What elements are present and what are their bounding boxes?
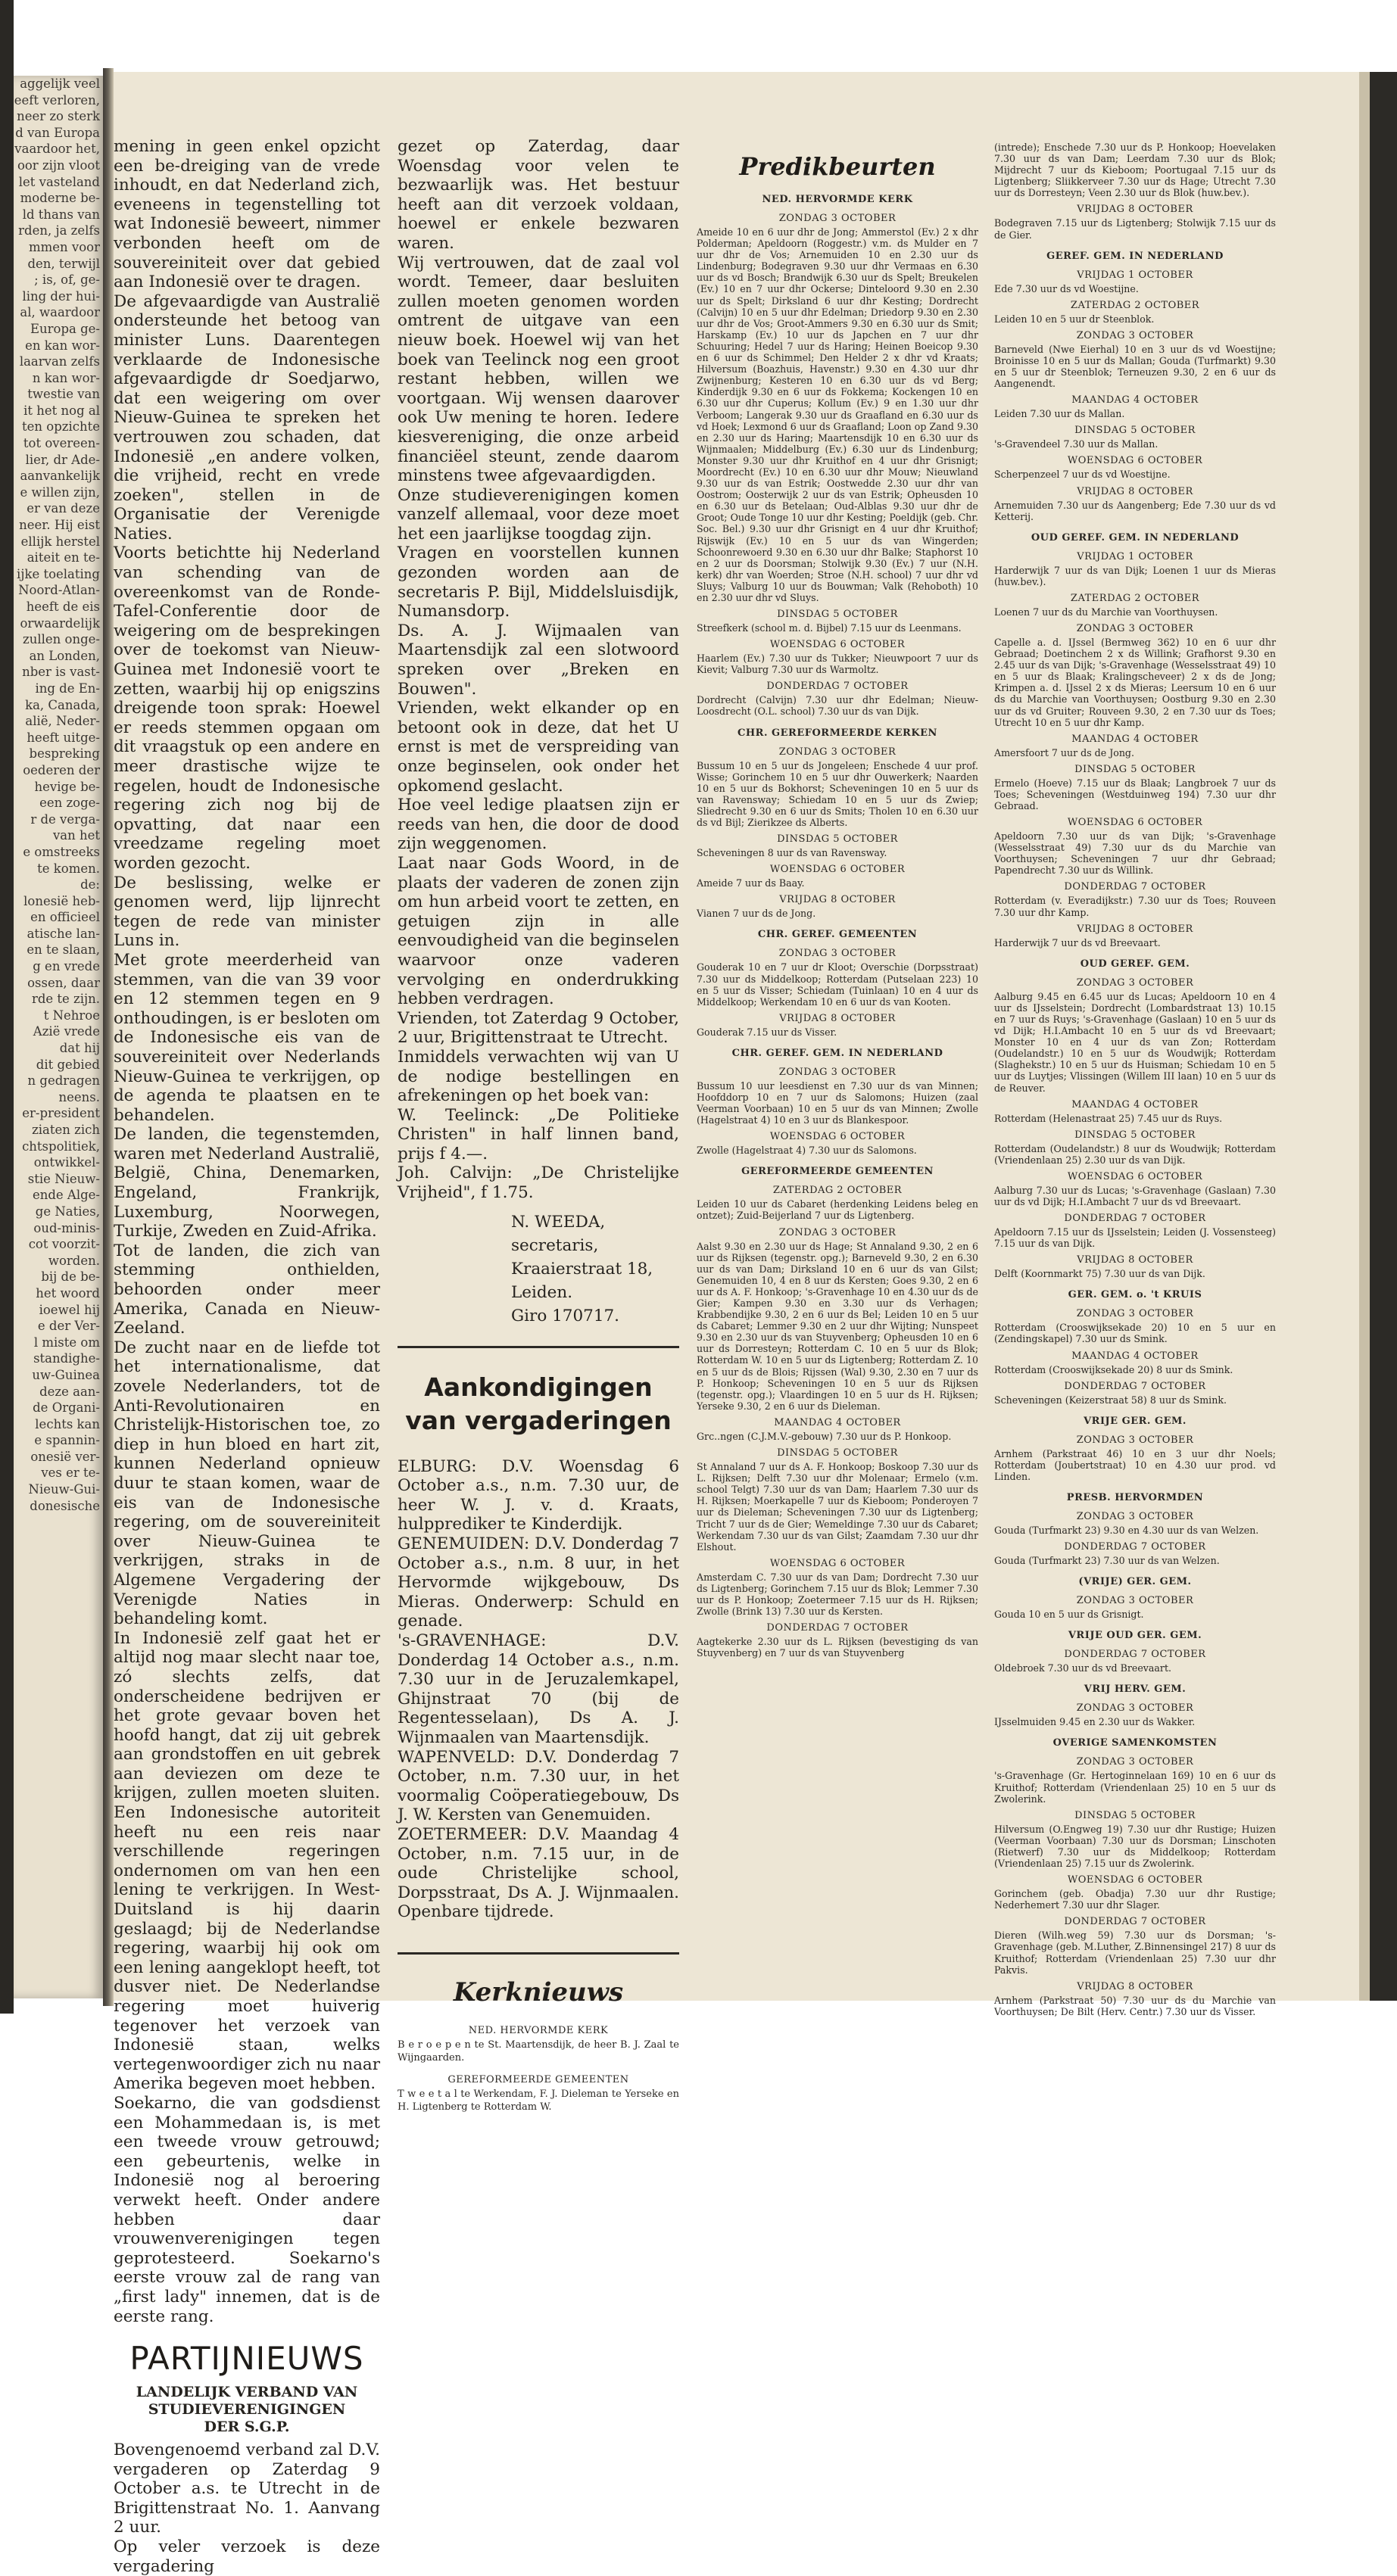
book-binding [103, 68, 114, 2006]
schedule-entry: Amersfoort 7 uur ds de Jong. [994, 746, 1134, 758]
prev-page-line: rde te zijn. [31, 992, 100, 1007]
date-heading: ZONDAG 3 OCTOBER [1076, 977, 1194, 989]
schedule-entry: (intrede); Enschede 7.30 uur ds P. Honkoop; Hoevelaken 7.30 uur ds van Dam; Leerdam 7.30 uur ds Blok; Mijdrecht 7 uur ds Kieboom; Poortugaal 7.15 uur ds Ligtenberg; Sliikkerveer 7.30 uur ds Hage; Utrecht 7.30 uur ds Dorresteyn; Veen 2.30 uur ds Blok (huw.bev.). [994, 142, 1276, 199]
schedule-entry: Apeldoorn 7.15 uur ds IJsselstein; Leiden (J. Vossensteeg) 7.15 uur ds van Dijk. [994, 1226, 1276, 1250]
announcements-list [398, 1457, 679, 1922]
church-heading: OUD GEREF. GEM. [1080, 958, 1190, 970]
schedule-entry: Leiden 10 en 5 uur dr Steenblok. [994, 313, 1155, 325]
date-heading: ZONDAG 3 OCTOBER [1076, 1511, 1194, 1522]
schedule-entry: Rotterdam (Crooswijksekade 20) 10 en 5 uur en (Zendingskapel) 7.30 uur ds Smink. [994, 1322, 1276, 1345]
kerknieuws-sub-2: GEREFORMEERDE GEMEENTEN [447, 2073, 629, 2085]
schedule-entry: Oldebroek 7.30 uur ds vd Breevaart. [994, 1662, 1172, 1674]
prev-page-line: eeft verloren, [14, 92, 100, 107]
schedule-entry: Arnhem (Parkstraat 50) 7.30 uur ds du Marchie van Voorthuysen; De Bilt (Herv. Centr.) 7.30 uur ds Visser. [994, 1994, 1276, 2017]
prev-page-line: ossen, daar [27, 975, 100, 990]
prev-page-line: worden. [48, 1253, 100, 1268]
prev-page-line: donesische [30, 1498, 100, 1513]
date-heading: ZONDAG 3 OCTOBER [778, 746, 897, 758]
schedule-entry: Loenen 7 uur ds du Marchie van Voorthuysen. [994, 606, 1218, 618]
prev-page-line: hevige be- [34, 779, 100, 794]
prev-page-line: orwaardelijk [20, 615, 100, 631]
church-heading: VRIJ HERV. GEM. [1084, 1684, 1187, 1696]
prev-page-line: al, waardoor [20, 305, 100, 320]
prev-page-line: heeft uitge- [27, 730, 100, 745]
schedule-entry: St Annaland 7 uur ds A. F. Honkoop; Boskoop 7.30 uur ds L. Rijksen; Delft 7.30 uur dhr Molenaar; Ermelo (v.m. school Telgt) 7.30 uur ds van Dam; Haarlem 7.30 uur ds H. Rijksen; Moerkapelle 7 uur ds Kieboom; Ponderoyen 7 uur ds Dieleman; Scheveningen 7.30 uur ds Ligtenberg; Tricht 7 uur ds de Gier; Wemeldinge 7.30 uur ds Cabaret; Werkendam 7.30 uur ds van Gilst; Zaamdam 7.30 uur dhr Elshout. [697, 1461, 978, 1553]
date-heading: DINSDAG 5 OCTOBER [777, 609, 898, 621]
prev-page-line: heeft de eis [26, 600, 100, 614]
date-heading: VRIJDAG 8 OCTOBER [1077, 1980, 1193, 1992]
schedule-entry: Haarlem (Ev.) 7.30 uur ds Tukker; Nieuwpoort 7 uur ds Kievit; Valburg 7.30 uur ds Warmoltz. [697, 653, 978, 676]
date-heading: DONDERDAG 7 OCTOBER [766, 1622, 909, 1634]
schedule-entry: Streefkerk (school m. d. Bijbel) 7.15 uur ds Leenmans. [697, 622, 962, 634]
date-heading: DONDERDAG 7 OCTOBER [1064, 1380, 1206, 1392]
schedule-entry: Scheveningen (Keizerstraat 58) 8 uur ds Smink. [994, 1394, 1227, 1406]
date-heading: MAANDAG 4 OCTOBER [774, 1416, 901, 1428]
prev-page-line: n kan wor- [32, 370, 100, 385]
prev-page-line: lonesië heb- [23, 893, 100, 908]
prev-page-line: lechts kan [35, 1416, 100, 1431]
partijnieuws-heading: PARTIJNIEUWS [129, 2340, 364, 2378]
article-paragraph: Vrienden, tot Zaterdag 9 October, 2 uur, Brigittenstraat te Utrecht. [398, 1008, 679, 1048]
schedule-entry: Rotterdam (Helenastraat 25) 7.45 uur ds Ruys. [994, 1112, 1223, 1124]
prev-page-line: neer. Hij eist [19, 518, 100, 533]
prev-page-line: te komen. [37, 861, 100, 876]
date-heading: ZONDAG 3 OCTOBER [1076, 622, 1194, 634]
date-heading: VRIJDAG 8 OCTOBER [1077, 485, 1193, 497]
prev-page-line: oor zijn vloot [17, 157, 100, 173]
date-heading: ZONDAG 3 OCTOBER [1076, 329, 1194, 341]
prev-page-line: alië, Neder- [25, 714, 100, 729]
secretary-signature [398, 1210, 679, 1328]
schedule-entry: Zwolle (Hagelstraat 4) 7.30 uur ds Salomons. [697, 1145, 917, 1157]
prev-page-line: r de verga- [30, 811, 100, 827]
prev-page-line: stie Nieuw- [27, 1171, 100, 1186]
prev-page-line: aanvankelijk [20, 469, 100, 484]
date-heading: DONDERDAG 7 OCTOBER [766, 681, 909, 693]
schedule-entry: Vianen 7 uur ds de Jong. [697, 908, 816, 920]
prev-page-line: laarvan zelfs [19, 354, 100, 369]
church-heading: NED. HERVORMDE KERK [762, 194, 913, 205]
date-heading: DINSDAG 5 OCTOBER [777, 1447, 898, 1459]
schedule-entry: Barneveld (Nwe Eierhal) 10 en 3 uur ds vd Woestijne; Broinisse 10 en 5 uur ds Mallan; Gouda (Turfmarkt) 9.30 en 5 uur dr Steenblok; Terneuzen 9.30, 2 en 6 uur ds Aangenendt. [994, 343, 1276, 390]
prev-page-line: neens. [58, 1089, 100, 1104]
prev-page-line: ld thans van [22, 207, 100, 222]
schedule-entry: Bussum 10 en 5 uur ds Jongeleen; Enschede 4 uur prof. Wisse; Gorinchem 10 en 5 uur dhr Ouwerkerk; Naarden 10 en 5 uur ds Bokhorst; Scheveningen 10 en 5 uur ds van Ravensway; Schiedam 10 en 5 uur ds Zwiep; Sliedrecht 9.30 en 6 uur ds Smits; Tholen 10 en 6.30 uur ds vd Bijl; Zierikzee ds Alberts. [697, 759, 978, 829]
date-heading: WOENSDAG 6 OCTOBER [1067, 817, 1203, 829]
date-heading: DONDERDAG 7 OCTOBER [1064, 1541, 1206, 1553]
kerknieuws-text-2: T w e e t a l te Werkendam, F. J. Dieleman te Yerseke en H. Ligtenberg te Rotterdam W. [398, 2088, 679, 2113]
prev-page-line: neer zo sterk [17, 109, 100, 124]
signature-line: Leiden. [511, 1282, 573, 1302]
prev-page-line: zullen onge- [23, 632, 100, 647]
signature-line: N. WEEDA, secretaris, [511, 1212, 606, 1255]
date-heading: DONDERDAG 7 OCTOBER [1064, 1649, 1206, 1661]
section-divider [398, 1952, 679, 1955]
date-heading: DONDERDAG 7 OCTOBER [1064, 1916, 1206, 1928]
prev-page-line: ka, Canada, [25, 697, 100, 712]
article-paragraph: De landen, die tegenstemden, waren met Nederland Australië, België, China, Denemarken, Engeland, Frankrijk, Luxemburg, Noorwegen, Turkije, Zweden en Zuid-Afrika. [114, 1125, 380, 1241]
church-heading: OUD GEREF. GEM. IN NEDERLAND [1031, 531, 1240, 544]
column-4 [994, 142, 1276, 2017]
article-paragraph: Tot de landen, die zich van stemming onthielden, behoorden onder meer Amerika, Canada en Nieuw-Zeeland. [114, 1241, 380, 1338]
date-heading: DINSDAG 5 OCTOBER [777, 833, 898, 846]
prev-page-line: ellijk herstel [20, 534, 100, 549]
prev-page-line: nber is vast- [22, 665, 100, 680]
prev-page-line: e omstreeks [23, 844, 100, 859]
prev-page-line: en kan wor- [25, 338, 100, 353]
date-heading: VRIJDAG 8 OCTOBER [1077, 1254, 1193, 1266]
schedule-entry: Leiden 10 uur ds Cabaret (herdenking Leidens beleg en ontzet); Zuid-Beijerland 7 uur ds Ligtenberg. [697, 1198, 978, 1222]
article-paragraph: Soekarno, die van godsdienst een Mohammedaan is, is met een tweede vrouw getrouwd; een gebeurtenis, welke in Indonesië nog al beroering verwekt heeft. Onder andere hebben daar vrouwenverenigingen tegen geprotesteerd. Soekarno's eerste vrouw zal de rang van „first lady" innemen, dat is de eerste rang. [114, 2093, 380, 2326]
prev-page-line: twestie van [27, 387, 100, 402]
schedule-entry: Dordrecht (Calvijn) 7.30 uur dhr Edelman; Nieuw-Loosdrecht (O.L. school) 7.30 uur ds van Dijk. [697, 694, 978, 718]
newspaper-page [114, 72, 1359, 2576]
prev-page-line: chtspolitiek, [22, 1138, 100, 1154]
prev-page-line: e spannin- [34, 1433, 100, 1448]
schedule-entry: Bussum 10 uur leesdienst en 7.30 uur ds van Minnen; Hoofddorp 10 en 7 uur ds Salomons; Huizen (zaal Veerman Voorbaan) 10 en 5 uur ds van Minnen; Zwolle (Hagelstraat 4) 10 en 3 uur ds Blankespoor. [697, 1079, 978, 1126]
date-heading: DONDERDAG 7 OCTOBER [1064, 1213, 1206, 1225]
prev-page-line: ling der hui- [22, 288, 100, 304]
schedule-entry: Aagtekerke 2.30 uur ds L. Rijksen (bevestiging ds van Stuyvenberg) en 7 uur ds van Stuyvenberg [697, 1636, 978, 1659]
prev-page-line: e der Ver- [37, 1319, 100, 1334]
schedule-entry: Scheveningen 8 uur ds van Ravensway. [697, 847, 887, 859]
prev-page-line: Azië vrede [33, 1024, 100, 1039]
date-heading: ZONDAG 3 OCTOBER [1076, 1434, 1194, 1446]
schedule-entry: 's-Gravenhage (Gr. Hertoginnelaan 169) 10 en 6 uur ds Kruithof; Rotterdam (Vriendenlaan 25) 10 en 5 uur ds Zwolerink. [994, 1770, 1276, 1805]
date-heading: WOENSDAG 6 OCTOBER [1067, 455, 1203, 467]
date-heading: VRIJDAG 8 OCTOBER [1077, 204, 1193, 216]
article-paragraph: De afgevaardigde van Australië ondersteunde het betoog van minister Luns. Daarentegen verklaarde de Indonesische afgevaardigde dr Soedjarwo, dat een weigering om over Nieuw-Guinea te spreken het vertrouwen zou schaden, dat Indonesië „en andere volken, die vrijheid, recht en vrede zoeken", stellen in de Organisatie der Verenigde Naties. [114, 291, 380, 544]
prev-page-line: an Londen, [29, 648, 100, 663]
kerknieuws-sub-1: NED. HERVORMDE KERK [468, 2024, 609, 2036]
church-heading: (VRIJE) GER. GEM. [1078, 1576, 1192, 1588]
prev-page-line: bij de be- [41, 1269, 100, 1285]
date-heading: DINSDAG 5 OCTOBER [1074, 425, 1196, 437]
prev-page-line: n gedragen [27, 1073, 100, 1089]
church-heading: CHR. GEREF. GEMEENTEN [757, 929, 918, 941]
prev-page-line: g en vrede [33, 959, 100, 974]
prev-page-line: onesië ver- [30, 1449, 100, 1464]
schedule-entry: Gouda (Turfmarkt 23) 9.30 en 4.30 uur ds van Welzen. [994, 1525, 1259, 1536]
schedule-entry: Leiden 7.30 uur ds Mallan. [994, 408, 1125, 420]
kerknieuws-text-1: B e r o e p e n te St. Maartensdijk, de heer B. J. Zaal te Wijngaarden. [398, 2039, 679, 2064]
date-heading: WOENSDAG 6 OCTOBER [769, 1131, 906, 1143]
article-paragraph: gezet op Zaterdag, daar Woensdag voor velen te bezwaarlijk was. Het bestuur heeft aan dit verzoek voldaan, hoewel er enkele bezwaren waren. [398, 137, 679, 253]
announcement-item: GENEMUIDEN: D.V. Donderdag 7 October a.s., n.m. 8 uur, in het Hervormde wijkgebouw, Ds Mieras. Onderwerp: Schuld en genade. [398, 1534, 679, 1631]
prev-page-line: it het nog al [23, 403, 100, 418]
prev-page-line: tot overeen- [23, 436, 100, 451]
schedule-entry: Arnemuiden 7.30 uur ds Aangenberg; Ede 7.30 uur ds vd Ketterij. [994, 499, 1276, 522]
prev-page-line: het woord [36, 1285, 100, 1300]
date-heading: VRIJDAG 8 OCTOBER [779, 1012, 896, 1024]
church-heading: VRIJE OUD GER. GEM. [1068, 1630, 1202, 1642]
article-paragraph: W. Teelinck: „De Politieke Christen" in half linnen band, prijs f 4.—. [398, 1105, 679, 1163]
prev-page-line: moderne be- [20, 191, 100, 206]
prev-page-line: Nieuw-Gui- [28, 1482, 100, 1497]
prev-page-line: vaardoor het, [14, 142, 100, 157]
schedule-entry: Ede 7.30 uur ds vd Woestijne. [994, 282, 1139, 294]
prev-page-line: atische lan- [27, 926, 100, 941]
schedule-entry: Scherpenzeel 7 uur ds vd Woestijne. [994, 469, 1171, 481]
column-1 [114, 137, 380, 2576]
schedule-entry: Ameide 7 uur ds Baay. [697, 877, 805, 889]
date-heading: ZONDAG 3 OCTOBER [778, 948, 897, 960]
church-heading: GEREF. GEM. IN NEDERLAND [1046, 250, 1224, 262]
schedule-entry: Gouda 10 en 5 uur ds Grisnigt. [994, 1609, 1144, 1621]
schedule-entry: Gouderak 7.15 uur ds Visser. [697, 1026, 837, 1038]
prev-page-line: ; is, of, ge- [34, 273, 100, 288]
partijnieuws-subheading-2: DER S.G.P. [204, 2419, 290, 2436]
date-heading: ZONDAG 3 OCTOBER [778, 1226, 897, 1238]
date-heading: WOENSDAG 6 OCTOBER [769, 639, 906, 651]
article-paragraph: Laat naar Gods Woord, in de plaats der vaderen de zonen zijn om hun arbeid voort te zetten, en getuigen zijn in alle eenvoudigheid van die beginselen waarvoor onze vaderen vervolging en onderdrukking hebben verdragen. [398, 853, 679, 1009]
aankondigingen-heading: Aankondigingen van vergaderingen [405, 1372, 672, 1435]
date-heading: ZONDAG 3 OCTOBER [1076, 1308, 1194, 1320]
date-heading: ZATERDAG 2 OCTOBER [772, 1185, 903, 1197]
date-heading: DINSDAG 5 OCTOBER [1074, 763, 1196, 775]
schedule-entry: Harderwijk 7 uur ds van Dijk; Loenen 1 uur ds Mieras (huw.bev.). [994, 564, 1276, 587]
article-paragraph: In Indonesië zelf gaat het er altijd nog maar slecht naar toe, zó slechts zelfs, dat onderscheidene bedrijven er het grote gevaar boven het hoofd hangt, dat zij uit gebrek aan grondstoffen en uit gebrek aan deviezen om deze te krijgen, zullen moeten sluiten. Een Indonesische autoriteit heeft nu een reis naar verschillende regeringen ondernomen om van hen een lening te verkrijgen. In West-Duitsland is hij daarin geslaagd; bij de Nederlandse regering, waarbij hij ook om een lening aangeklopt heeft, tot dusver niet. De Nederlandse regering moet huiverig tegenover het verzoek van Indonesië staan, welks vertegenwoordiger zich nu naar Amerika begeven moet hebben. [114, 1628, 380, 2094]
date-heading: ZONDAG 3 OCTOBER [1076, 1702, 1194, 1715]
schedule-entry: Aalburg 9.45 en 6.45 uur ds Lucas; Apeldoorn 10 en 4 uur ds IJsselstein; Dordrecht (Lombardstraat 13) 10.15 en 7 uur ds Ruys; 's-Gravenhage (Gaslaan) 10 en 5 uur ds vd Dijk; H.I.Ambacht 10 en 5 uur ds vd Breevaart; Monster 10 en 4 uur ds van Zon; Rotterdam (Oudelandstr.) 10 en 5 uur ds Woudwijk; Rotterdam (Slaghekstr.) 10 en 5 uur ds Huisman; Schiedam 10 en 5 uur ds Luytjes; Vlissingen (Willem III laan) 10 en 5 uur ds de Reuver. [994, 990, 1276, 1094]
date-heading: ZATERDAG 2 OCTOBER [1070, 299, 1200, 311]
article-paragraph: Vrienden, wekt elkander op en betoont ook in deze, dat het U ernst is met de verspreiding van onze beginselen, ook onder het opkomend geslacht. [398, 699, 679, 796]
schedule-entry: Rotterdam (Oudelandstr.) 8 uur ds Woudwijk; Rotterdam (Vriendenlaan 25) 2.30 uur ds van Dijk. [994, 1142, 1276, 1166]
prev-page-line: mmen voor [28, 239, 100, 254]
church-heading: CHR. GEREFORMEERDE KERKEN [737, 727, 937, 739]
church-heading: CHR. GEREF. GEM. IN NEDERLAND [731, 1047, 943, 1059]
prev-page-line: t Nehroe [43, 1008, 100, 1023]
date-heading: VRIJDAG 1 OCTOBER [1077, 269, 1193, 281]
schedule-entry: Rotterdam (Crooswijksekade 20) 8 uur ds Smink. [994, 1363, 1233, 1375]
prev-page-line: lier, dr Ade- [25, 452, 100, 467]
prev-page-line: de Organi- [33, 1400, 100, 1416]
binding-gutter [0, 0, 14, 2014]
prev-page-line: er-president [22, 1106, 100, 1121]
schedule-entry: Capelle a. d. IJssel (Bermweg 362) 10 en 6 uur dhr Gebraad; Doetinchem 2 x ds Willink; Grafhorst 9.30 en 2.45 uur ds van Dijk; 's-Gravenhage (Wesselsstraat 49) 10 en 5 uur ds Blaak; Kralingscheveer) 2 x ds de Jong; Krimpen a. d. IJssel 2 x ds Mieras; Leersum 10 en 6 uur ds du Marchie van Voorthuysen; Oostburg 9.30 en 2.30 uur ds vd Gruiter; Rouveen 9.30, 2 en 7.30 uur ds Toes; Utrecht 10 en 5 uur dhr Kamp. [994, 636, 1276, 728]
schedule-entry: Gouderak 10 en 7 uur dr Kloot; Overschie (Dorpsstraat) 7.30 uur ds Middelkoop; Rotterdam (Putselaan 223) 10 en 5 uur ds Visser; Schiedam (Tuinlaan) 10 en 4 uur ds Middelkoop; Werkendam 10 en 6 uur ds van Kooten. [697, 961, 978, 1008]
schedule-entry: Bodegraven 7.15 uur ds Ligtenberg; Stolwijk 7.15 uur ds de Gier. [994, 217, 1276, 241]
prev-page-line: l miste om [33, 1335, 100, 1350]
church-heading: PRESB. HERVORMDEN [1066, 1492, 1204, 1503]
article-paragraph: Hoe veel ledige plaatsen zijn er reeds van hen, die door de dood zijn weggenomen. [398, 796, 679, 854]
prev-page-line: uw-Guinea [32, 1367, 100, 1382]
prev-page-line: dit gebied [36, 1057, 100, 1072]
date-heading: VRIJDAG 1 OCTOBER [1077, 550, 1193, 562]
schedule-entry: Arnhem (Parkstraat 46) 10 en 3 uur dhr Noels; Rotterdam (Joubertstraat) 10 en 4.30 uur prod. vd Linden. [994, 1447, 1276, 1482]
church-heading: GEREFORMEERDE GEMEENTEN [741, 1166, 934, 1178]
sermon-schedule [697, 192, 978, 1659]
prev-page-line: cot voorzit- [28, 1237, 100, 1252]
date-heading: VRIJDAG 8 OCTOBER [779, 894, 896, 906]
schedule-entry: 's-Gravendeel 7.30 uur ds Mallan. [994, 438, 1158, 450]
church-heading: VRIJE GER. GEM. [1084, 1415, 1187, 1427]
prev-page-line: dat hij [59, 1041, 100, 1056]
date-heading: DINSDAG 5 OCTOBER [1074, 1129, 1196, 1141]
schedule-entry: IJsselmuiden 9.45 en 2.30 uur ds Wakker. [994, 1716, 1196, 1728]
article-paragraph: De beslissing, welke er genomen werd, lijp lijnrecht tegen de rede van minister Luns in. [114, 873, 380, 951]
partijnieuws-subheading-1: LANDELIJK VERBAND VAN STUDIEVERENIGINGEN [136, 2384, 358, 2419]
prev-page-line: ijke toelating [17, 566, 100, 581]
article-paragraph: De zucht naar en de liefde tot het internationalisme, dat zovele Nederlanders, tot de Anti-Revolutionairen en Christelijk-Historischen toe, zo diep in hun bloed en hart zit, kunnen Nederland opnieuw duur te staan komen, waar de eis van de Indonesische regering, om de souvereiniteit over Nieuw-Guinea te verkrijgen, straks in de Algemene Vergadering der Verenigde Naties in behandeling komt. [114, 1338, 380, 1629]
prev-page-line: van het [52, 828, 100, 843]
prev-page-line: oederen der [23, 762, 100, 777]
schedule-entry: Delft (Koornmarkt 75) 7.30 uur ds van Dijk. [994, 1268, 1205, 1280]
date-heading: MAANDAG 4 OCTOBER [1071, 733, 1199, 745]
article-paragraph: mening in geen enkel opzicht een be-dreiging van de vrede inhoudt, en dat Nederland zich, eveneens in tegenstelling tot wat Indonesië beweert, nimmer verbonden heeft om de souvereiniteit over dat gebied aan Indonesië over te dragen. [114, 137, 380, 292]
article-paragraph: Vragen en voorstellen kunnen gezonden worden aan de secretaris P. Bijl, Middelsluisdijk, Numansdorp. [398, 544, 679, 621]
prev-page-line: ves er te- [41, 1466, 100, 1481]
article-paragraph: Inmiddels verwachten wij van U de nodige bestellingen en afrekeningen op het boek van: [398, 1047, 679, 1106]
date-heading: WOENSDAG 6 OCTOBER [769, 1557, 906, 1569]
prev-page-line: Europa ge- [30, 321, 100, 336]
announcement-item: 's-GRAVENHAGE: D.V. Donderdag 14 October a.s., n.m. 7.30 uur in de Jeruzalemkapel, Ghijnstraat 70 (bij de Regentesselaan), Ds A. J. Wijnmaalen van Maartensdijk. [398, 1631, 679, 1747]
article-paragraph: Met grote meerderheid van stemmen, van die van 39 voor en 12 stemmen tegen en 9 onthoudingen, is er besloten om de Indonesische eis van de souvereiniteit over Nederlands Nieuw-Guinea te verkrijgen, op de agenda te plaatsen en te behandelen. [114, 950, 380, 1125]
date-heading: DINSDAG 5 OCTOBER [1074, 1809, 1196, 1821]
partijnieuws-text: Bovengenoemd verband zal D.V. vergaderen op Zaterdag 9 October a.s. te Utrecht in de Brigittenstraat No. 1. Aanvang 2 uur. [114, 2441, 380, 2537]
date-heading: MAANDAG 4 OCTOBER [1071, 1098, 1199, 1110]
prev-page-line: ontwikkel- [33, 1155, 100, 1170]
schedule-entry: Aalburg 7.30 uur ds Lucas; 's-Gravenhage (Gaslaan) 7.30 uur ds vd Dijk; H.I.Ambacht 7 uur ds vd Breevaart. [994, 1184, 1276, 1207]
prev-page-line: en te slaan, [27, 942, 100, 958]
announcement-item: ZOETERMEER: D.V. Maandag 4 October, n.m. 7.15 uur, in de oude Christelijke school, Dorpsstraat, Ds A. J. Wijnmaalen. Openbare tijdrede. [398, 1824, 679, 1922]
announcement-item: WAPENVELD: D.V. Donderdag 7 October, n.m. 7.30 uur, in het voormalig Coöperatiegebouw, Ds J. W. Kersten van Genemuiden. [398, 1747, 679, 1825]
prev-page-line: bespreking [29, 746, 100, 762]
article-paragraph: Onze studieverenigingen komen vanzelf allemaal, voor deze moet het een jaarlijkse toogdag zijn. [398, 485, 679, 544]
prev-page-line: deze aan- [39, 1384, 100, 1399]
column-3 [697, 145, 978, 1659]
prev-page-line: ende Alge- [32, 1188, 100, 1203]
page-stack-edge [1359, 72, 1370, 2001]
church-heading: OVERIGE SAMENKOMSTEN [1052, 1737, 1218, 1749]
prev-page-line: e willen zijn, [20, 484, 100, 500]
schedule-entry: Harderwijk 7 uur ds vd Breevaart. [994, 936, 1161, 948]
date-heading: MAANDAG 4 OCTOBER [1071, 394, 1199, 406]
column-2 [398, 137, 679, 2113]
schedule-entry: Hilversum (O.Engweg 19) 7.30 uur dhr Rustige; Huizen (Veerman Voorbaan) 7.30 uur ds Dorsman; Linschoten (Rietwerf) 7.30 uur ds Middelkoop; Rotterdam (Vriendenlaan 25) 7.15 uur ds Zwolerink. [994, 1823, 1276, 1870]
date-heading: ZONDAG 3 OCTOBER [1076, 1756, 1194, 1768]
schedule-entry: Apeldoorn 7.30 uur ds van Dijk; 's-Gravenhage (Wesselsstraat 49) 7.30 uur ds du Marchie van Voorthuysen; Scheveningen 7 uur dhr Gebraad; Papendrecht 7.30 uur ds Willink. [994, 830, 1276, 877]
prev-page-line: Noord-Atlan- [18, 583, 100, 598]
prev-page-line: rden, ja zelfs [18, 223, 100, 238]
date-heading: ZATERDAG 2 OCTOBER [1070, 592, 1200, 604]
prev-page-line: let vasteland [18, 174, 100, 189]
prev-page-line: een zoge- [39, 796, 100, 811]
signature-line: Kraaierstraat 18, [511, 1259, 653, 1279]
date-heading: ZONDAG 3 OCTOBER [1076, 1595, 1194, 1607]
sermon-schedule-continued [994, 142, 1276, 2017]
date-heading: WOENSDAG 6 OCTOBER [1067, 1170, 1203, 1182]
previous-page-fragment [14, 76, 103, 1998]
schedule-entry: Ameide 10 en 6 uur dhr de Jong; Ammerstol (Ev.) 2 x dhr Polderman; Apeldoorn (Roggestr.) v.m. ds Mulder en 7 uur dhr de Vos; Arnemuiden 10 en 2.30 uur ds Lindenburg; Bodegraven 9.30 uur dhr Vermaas en 6.30 uur ds vd Bosch; Brandwijk 6.30 uur ds Spelt; Breukelen (Ev.) 10 en 7 uur dhr Ockerse; Dinteloord 9.30 en 2.30 uur ds Spelt; Dirksland 6 uur dhr Kesting; Dordrecht (Calvijn) 10 en 5 uur dhr Edelman; Driedorp 9.30 en 2.30 uur dhr de Vos; Groot-Ammers 9.30 en 6.30 uur ds Smit; Harskamp (Ev.) 10 uur ds Japchen en 7 uur dhr Schuuring; Hedel 7 uur ds Haring; Heinen Boeicop 9.30 en 6 uur ds Schimmel; Den Helder 2 x dhr vd Kraats; Hilversum (Boazhuis, Havenstr.) 9.30 en 4.30 uur dhr Zwijnenburg; Kesteren 10 en 6.30 uur ds vd Berg; Kinderdijk 9.30 en 6 uur ds Fokkema; Kockengen 10 en 6.30 uur dhr Cuperus; Kollum (Ev.) 9 en 1.30 uur dhr Verboom; Langerak 9.30 uur ds Graafland en 6.30 uur ds vd Hoek; Lexmond 6 uur ds Graafland; Loon op Zand 9.30 en 2.30 uur ds Haring; Maartensdijk 10 en 6.30 uur ds Wijnmaalen; Middelburg (Ev.) 6.30 uur ds Lindenburg; Monster 9.30 uur dhr Kruithof en 4 uur dhr Grisnigt; Moordrecht (Ev.) 10 en 6.30 uur dhr Mouw; Nieuwland 9.30 uur ds van Estrik; Oostwedde 2.30 uur dhr van Oostrom; Oosterwijk 2 uur ds van Estrik; Opheusden 10 en 6.30 uur ds Betelaan; Oud-Alblas 9.30 uur dhr de Groot; Oude Tonge 10 uur dhr Kesting; Poeldijk (geb. Chr. Soc. Bel.) 9.30 uur dhr Grisnigt en 4 uur dhr Kruithof; Rijswijk (Ev.) 10 en 5 uur ds van Wingerden; Schoonrewoerd 9.30 en 6.30 uur dhr Balke; Staphorst 10 en 2 uur ds Doorsman; Stolwijk 9.30 (Ev.) 7 uur (N.H. kerk) dhr van Woerden; Stroe (N.H. school) 7 uur dhr vd Sluys; Valburg 10 uur ds Bouwman; Valk (Rehoboth) 10 en 2.30 uur dhr vd Sluys. [697, 226, 978, 603]
prev-page-line: den, terwijl [27, 256, 100, 271]
announcement-item: ELBURG: D.V. Woensdag 6 October a.s., n.m. 7.30 uur, de heer W. J. v. d. Kraats, hulpprediker te Kinderdijk. [398, 1456, 679, 1534]
article-continuation [398, 137, 679, 1203]
prev-page-line: ioewel hij [39, 1302, 100, 1317]
prev-page-line: ziaten zich [32, 1123, 100, 1137]
signature-line: Giro 170717. [511, 1306, 620, 1325]
article-body [114, 137, 380, 2326]
date-heading: VRIJDAG 8 OCTOBER [1077, 923, 1193, 935]
prev-page-line: er van deze [27, 501, 100, 516]
date-heading: WOENSDAG 6 OCTOBER [769, 864, 906, 876]
article-paragraph: Ds. A. J. Wijmaalen van Maartensdijk zal een slotwoord spreken over „Breken en Bouwen". [398, 621, 679, 699]
partijnieuws-text-2: Op veler verzoek is deze vergadering [114, 2537, 380, 2576]
date-heading: ZONDAG 3 OCTOBER [778, 213, 897, 224]
prev-page-line: standighe- [33, 1351, 100, 1366]
schedule-entry: Gouda (Turfmarkt 23) 7.30 uur ds van Welzen. [994, 1555, 1220, 1567]
schedule-entry: Gorinchem (geb. Obadja) 7.30 uur dhr Rustige; Nederhemert 7.30 uur dhr Slager. [994, 1888, 1276, 1911]
kerknieuws-heading: Kerknieuws [453, 1976, 624, 2008]
schedule-entry: Aalst 9.30 en 2.30 uur ds Hage; St Annaland 9.30, 2 en 6 uur ds Rijksen (tegenstr. opg.); Barneveld 9.30, 2 en 6.30 uur ds van Dam; Dirksland 10 en 6 uur ds van Gilst; Genemuiden 10, 4 en 8 uur ds Kersten; Goes 9.30, 2 en 6 uur ds A. F. Honkoop; 's-Gravenhage 10 en 4.30 uur ds de Gier; Kampen 9.30 en 3.30 uur ds Verhagen; Krabbendijke 9.30, 2 en 6 uur ds Bel; Leiden 10 en 5 uur ds Cabaret; Lemmer 9.30 en 2 uur dhr Wijting; Nunspeet 9.30 en 2.30 uur ds van Stuyvenberg; Opheusden 10 en 6 uur ds Dorresteyn; Rotterdam C. 10 en 5 uur ds Blok; Rotterdam W. 10 en 5 uur ds Ligtenberg; Rotterdam Z. 10 en 5 uur ds de Blois; Rijssen (Wal) 9.30, 2.30 en 7 uur ds P. Honkoop; Scheveningen 10 en 5 uur ds Rijksen (tegenstr. opg.); Vlaardingen 10 en 5 uur ds H. Rijksen; Yerseke 9.30, 2 en 6 uur ds Dieleman. [697, 1240, 978, 1412]
prev-page-line: ge Naties, [35, 1204, 100, 1219]
article-paragraph: Joh. Calvijn: „De Christelijke Vrijheid", f 1.75. [398, 1163, 679, 1203]
article-paragraph: Voorts betichtte hij Nederland van schending van de overeenkomst van de Ronde-Tafel-Conferentie door de weigering om de besprekingen over de toekomst van Nieuw-Guinea met Indonesië voort te zetten, waarbij hij op enigszins dreigende toon sprak: Hoewel er reeds stemmen opgaan om dit vraagstuk op een andere en meer drastische wijze te regelen, houdt de Indonesische regering zich nog bij de opvatting, dat naar een vreedzame regeling moet worden gezocht. [114, 544, 380, 873]
schedule-entry: Amsterdam C. 7.30 uur ds van Dam; Dordrecht 7.30 uur ds Ligtenberg; Gorinchem 7.15 uur ds Blok; Lemmer 7.30 uur ds P. Honkoop; Zoetermeer 7.15 uur ds H. Rijksen; Zwolle (Brink 13) 7.30 uur ds Kersten. [697, 1571, 978, 1618]
prev-page-line: aiteit en te- [27, 550, 100, 565]
schedule-entry: Rotterdam (v. Everadijkstr.) 7.30 uur ds Toes; Rouveen 7.30 uur dhr Kamp. [994, 895, 1276, 918]
article-paragraph: Wij vertrouwen, dat de zaal vol wordt. Temeer, daar besluiten zullen moeten genomen worden omtrent de uitgave van een nieuw boek. Hoewel wij van het boek van Teelinck nog een groot restant hebben, willen we voortgaan. Wij wensen daarover ook Uw mening te horen. Iedere kiesvereniging, die onze arbeid financiëel steunt, zende daarom minstens twee afgevaardigden. [398, 253, 679, 486]
date-heading: WOENSDAG 6 OCTOBER [1067, 1874, 1203, 1886]
prev-page-line: d van Europa [15, 125, 100, 140]
prev-page-line: oud-minis- [33, 1220, 100, 1235]
schedule-entry: Ermelo (Hoeve) 7.15 uur ds Blaak; Langbroek 7 uur ds Toes; Scheveningen (Westduinweg 194) 7.30 uur dhr Gebraad. [994, 777, 1276, 811]
prev-page-line: en officieel [30, 910, 100, 925]
schedule-entry: Grc..ngen (C.J.M.V.-gebouw) 7.30 uur ds P. Honkoop. [697, 1430, 952, 1442]
date-heading: MAANDAG 4 OCTOBER [1071, 1350, 1199, 1362]
date-heading: ZONDAG 3 OCTOBER [778, 1066, 897, 1078]
prev-page-line: aggelijk veel [20, 76, 100, 91]
predikbeurten-heading: Predikbeurten [739, 152, 936, 181]
schedule-entry: Dieren (Wilh.weg 59) 7.30 uur ds Dorsman; 's-Gravenhage (geb. M.Luther, Z.Binnensingel 217) 8 uur ds Kruithof; Rotterdam (Vriendenlaan 25) 7.30 uur dhr Pakvis. [994, 1930, 1276, 1976]
church-heading: GER. GEM. o. 't KRUIS [1068, 1289, 1202, 1301]
section-divider [398, 1346, 679, 1348]
date-heading: DONDERDAG 7 OCTOBER [1064, 881, 1206, 893]
prev-page-line: ten opzichte [22, 419, 100, 435]
prev-page-line: ing de En- [35, 681, 100, 696]
prev-page-line: de: [80, 877, 100, 892]
